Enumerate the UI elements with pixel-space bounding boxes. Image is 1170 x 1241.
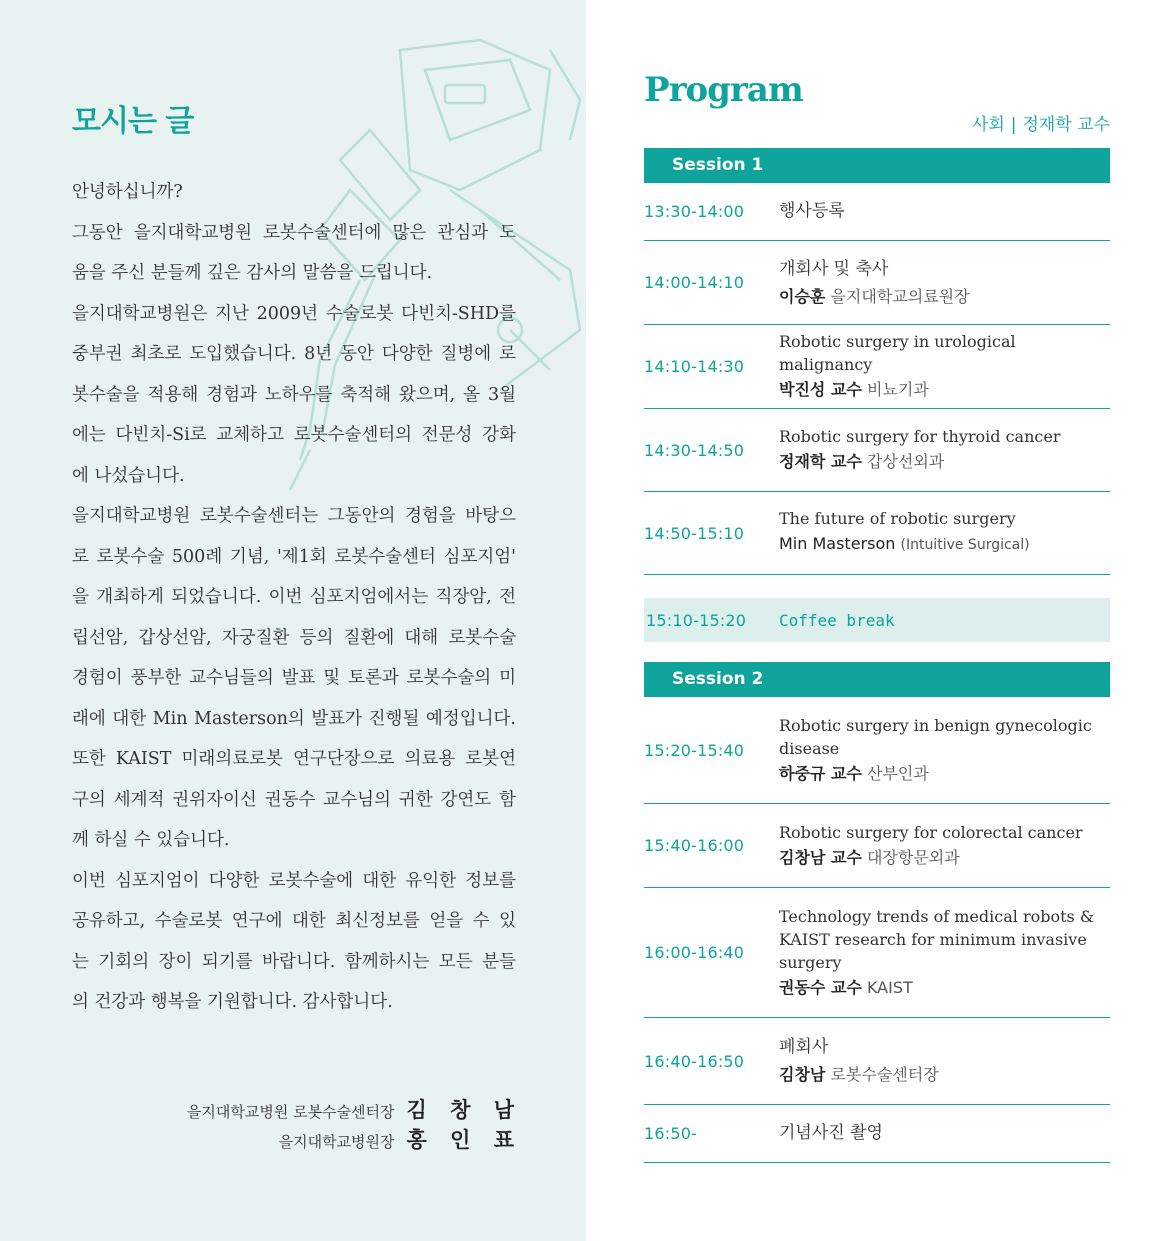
- schedule-title: 개회사 및 축사: [779, 258, 889, 279]
- speaker-affiliation: 갑상선외과: [866, 452, 945, 471]
- program-panel: [586, 0, 1170, 1241]
- letter-line: 경험이 풍부한 교수님들의 발표 및 토론과 로봇수술의 미: [72, 668, 516, 688]
- letter-line: 안녕하십니까?: [72, 182, 183, 202]
- schedule-speaker: [779, 283, 1110, 310]
- schedule-time: 13:30-14:00: [644, 202, 745, 221]
- letter-line: 그동안 을지대학교병원 로봇수술센터에 많은 관심과 도: [72, 222, 516, 243]
- schedule-speaker: [779, 760, 1110, 787]
- schedule-content: [779, 198, 1110, 225]
- letter-line: 또한 KAIST 미래의료로봇 연구단장으로 의료용 로봇연: [72, 749, 516, 769]
- schedule-title: Robotic surgery in benign gynecologic disease: [779, 715, 1092, 758]
- schedule-time: 14:00-14:10: [644, 273, 745, 292]
- schedule-time: 16:50-: [644, 1124, 698, 1143]
- letter-line: 래에 대한 Min Masterson의 발표가 진행될 예정입니다.: [72, 708, 516, 729]
- schedule-speaker: [779, 376, 1110, 403]
- schedule-content: [779, 821, 1110, 871]
- schedule-content: [779, 1034, 1110, 1088]
- schedule-speaker: [779, 1061, 1110, 1088]
- schedule-time: 14:50-15:10: [644, 523, 745, 543]
- schedule-title: Robotic surgery for thyroid cancer: [779, 427, 1061, 446]
- schedule-row: [644, 697, 1110, 804]
- letter-body: [72, 176, 516, 1027]
- session-1-header: Session 1: [644, 148, 1110, 183]
- moderator-role: 사회: [971, 115, 1005, 135]
- speaker-affiliation: 산부인과: [866, 763, 929, 783]
- letter-line: 립선암, 갑상선암, 자궁질환 등의 질환에 대해 로봇수술: [72, 627, 516, 648]
- schedule-row: [644, 1018, 1110, 1105]
- signatures: [186, 1094, 522, 1154]
- schedule-row: [644, 492, 1110, 575]
- schedule-time: 14:30-14:50: [644, 440, 745, 460]
- speaker-affiliation: KAIST: [866, 977, 913, 997]
- schedule-time: 16:40-16:50: [644, 1051, 745, 1071]
- speaker-affiliation: 로봇수술센터장: [830, 1065, 939, 1084]
- schedule-time: 14:10-14:30: [644, 357, 745, 376]
- schedule-speaker: [779, 530, 1110, 559]
- moderator-name: 정재학 교수: [1022, 115, 1110, 135]
- schedule-content: [779, 1120, 1110, 1147]
- letter-line: 움을 주신 분들께 깊은 감사의 말씀을 드립니다.: [72, 263, 433, 283]
- letter-line: 중부권 최초로 도입했습니다. 8년 동안 다양한 질병에 로: [72, 344, 516, 364]
- speaker-name: 권동수 교수: [779, 977, 862, 997]
- signature-name: 김 창 남: [406, 1097, 522, 1122]
- schedule-speaker: [779, 448, 1110, 475]
- moderator-separator: |: [1010, 115, 1017, 135]
- schedule-speaker: [779, 974, 1110, 1001]
- coffee-break-row: [644, 598, 1110, 642]
- letter-title: 모시는 글: [72, 104, 194, 139]
- letter-line: 에는 다빈치-Si로 교체하고 로봇수술센터의 전문성 강화: [72, 425, 516, 445]
- schedule-time: 15:20-15:40: [644, 740, 745, 760]
- letter-line: 구의 세계적 권위자이신 권동수 교수님의 귀한 강연도 함: [72, 789, 516, 810]
- letter-line: 에 나섰습니다.: [72, 465, 185, 486]
- letter-line: 공유하고, 수술로봇 연구에 대한 최신정보를 얻을 수 있: [72, 911, 516, 931]
- speaker-name: 김창남: [779, 1065, 826, 1084]
- schedule-title: The future of robotic surgery: [779, 509, 1016, 528]
- speaker-affiliation: 비뇨기과: [866, 380, 929, 399]
- speaker-name: 정재학 교수: [779, 452, 862, 471]
- schedule-title: Technology trends of medical robots & KAIST research for minimum invasive surgery: [779, 906, 1095, 972]
- signature-row: [187, 1124, 522, 1154]
- letter-line: 을 개최하게 되었습니다. 이번 심포지엄에서는 직장암, 전: [72, 587, 516, 607]
- schedule-title: Robotic surgery for colorectal cancer: [779, 822, 1083, 842]
- schedule-content: [779, 330, 1110, 403]
- letter-line: 을지대학교병원 로봇수술센터는 그동안의 경험을 바탕으: [72, 506, 516, 526]
- schedule-content: [779, 425, 1110, 475]
- schedule-row: [644, 1105, 1110, 1163]
- letter-line: 이번 심포지엄이 다양한 로봇수술에 대한 유익한 정보를: [72, 870, 516, 891]
- spacer: [644, 575, 1110, 598]
- schedule-title: Coffee break: [779, 610, 895, 630]
- letter-line: 을지대학교병원은 지난 2009년 수술로봇 다빈치-SHD를: [72, 303, 516, 324]
- schedule-row: [644, 241, 1110, 325]
- schedule-title: 폐회사: [779, 1037, 829, 1057]
- signature-org: 을지대학교병원 로봇수술센터장: [186, 1103, 395, 1121]
- speaker-affiliation: (Intuitive Surgical): [900, 537, 1030, 553]
- schedule-time: 15:40-16:00: [644, 836, 745, 855]
- program-title: Program: [644, 70, 803, 110]
- schedule-row: [644, 888, 1110, 1018]
- letter-line: 의 건강과 행복을 기원합니다. 감사합니다.: [72, 992, 393, 1012]
- letter-line: 봇수술을 적용해 경험과 노하우를 축적해 왔으며, 올 3월: [72, 384, 516, 405]
- schedule-title: Robotic surgery in urological malignancy: [779, 332, 1016, 374]
- schedule-content: [779, 256, 1110, 310]
- speaker-affiliation: 을지대학교의료원장: [830, 286, 970, 306]
- speaker-name: 이승훈: [779, 286, 826, 306]
- schedule-time: 16:00-16:40: [644, 943, 745, 962]
- speaker-name: 하중규 교수: [779, 763, 862, 783]
- spacer: [644, 642, 1110, 662]
- speaker-name: 김창남 교수: [779, 847, 862, 867]
- schedule-content: [779, 905, 1110, 1001]
- schedule-row: [644, 325, 1110, 409]
- moderator: [972, 110, 1110, 135]
- signature-name: 홍 인 표: [406, 1127, 522, 1152]
- speaker-name: 박진성 교수: [779, 380, 862, 399]
- schedule-content: [779, 714, 1110, 787]
- speaker-name: Min Masterson: [779, 534, 896, 553]
- session-2-header: Session 2: [644, 662, 1110, 697]
- signature-org: 을지대학교병원장: [278, 1133, 395, 1151]
- schedule-content: [779, 507, 1110, 559]
- signature-row: [186, 1094, 522, 1124]
- letter-line: 는 기회의 장이 되기를 바랍니다. 함께하시는 모든 분들: [72, 951, 516, 972]
- letter-line: 께 하실 수 있습니다.: [72, 830, 230, 850]
- schedule: [644, 148, 1110, 1163]
- letter-line: 로 로봇수술 500례 기념, '제1회 로봇수술센터 심포지엄': [72, 546, 516, 567]
- speaker-affiliation: 대장항문외과: [866, 847, 960, 867]
- schedule-title: 행사등록: [779, 201, 845, 221]
- schedule-row: [644, 804, 1110, 888]
- schedule-row: [644, 409, 1110, 492]
- schedule-time: 15:10-15:20: [646, 610, 747, 630]
- schedule-title: 기념사진 촬영: [779, 1123, 883, 1143]
- schedule-row: [644, 183, 1110, 241]
- schedule-speaker: [779, 844, 1110, 871]
